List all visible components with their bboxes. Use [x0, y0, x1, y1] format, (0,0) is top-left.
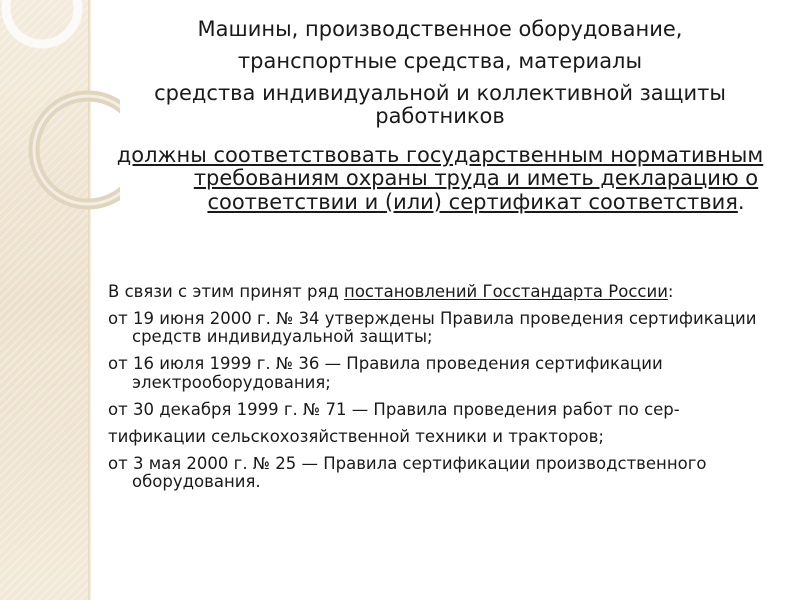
decorative-rings — [0, 0, 120, 260]
decrees-list — [108, 283, 768, 500]
decree-item: от 30 декабря 1999 г. № 71 — Правила проведения работ по сер- — [108, 399, 680, 419]
requirement-statement — [108, 144, 772, 214]
requirement-text: должны соответствовать государственным нормативным требованиям охраны труда и иметь декларацию о соответствии и (или) сертификат соответствия — [116, 143, 764, 214]
decree-item: тификации сельскохозяйственной техники и тракторов; — [108, 426, 604, 446]
decrees-intro-suffix: : — [667, 282, 674, 301]
decree-item: от 19 июня 2000 г. № 34 утверждены Правила проведения сертификации средств индивидуальной защиты; — [108, 309, 757, 347]
ring-top — [6, 0, 78, 44]
title-line-3: средства индивидуальной и коллективной защиты работников — [154, 81, 726, 129]
decrees-intro-prefix: В связи с этим принят ряд — [108, 282, 345, 301]
slide-title — [108, 18, 772, 128]
decrees-intro-link[interactable]: постановлений Госстандарта России — [344, 282, 668, 301]
title-line-1: Машины, производственное оборудование, — [197, 17, 683, 41]
decree-item: от 16 июля 1999 г. № 36 — Правила проведения сертификации электрооборудования; — [108, 354, 663, 392]
decrees-intro — [108, 283, 768, 301]
requirement-paragraph — [108, 144, 772, 214]
requirement-period: . — [737, 189, 745, 214]
decree-item: от 3 мая 2000 г. № 25 — Правила сертификации производственного оборудования. — [108, 453, 707, 492]
title-line-2: транспортные средства, материалы — [237, 49, 643, 74]
